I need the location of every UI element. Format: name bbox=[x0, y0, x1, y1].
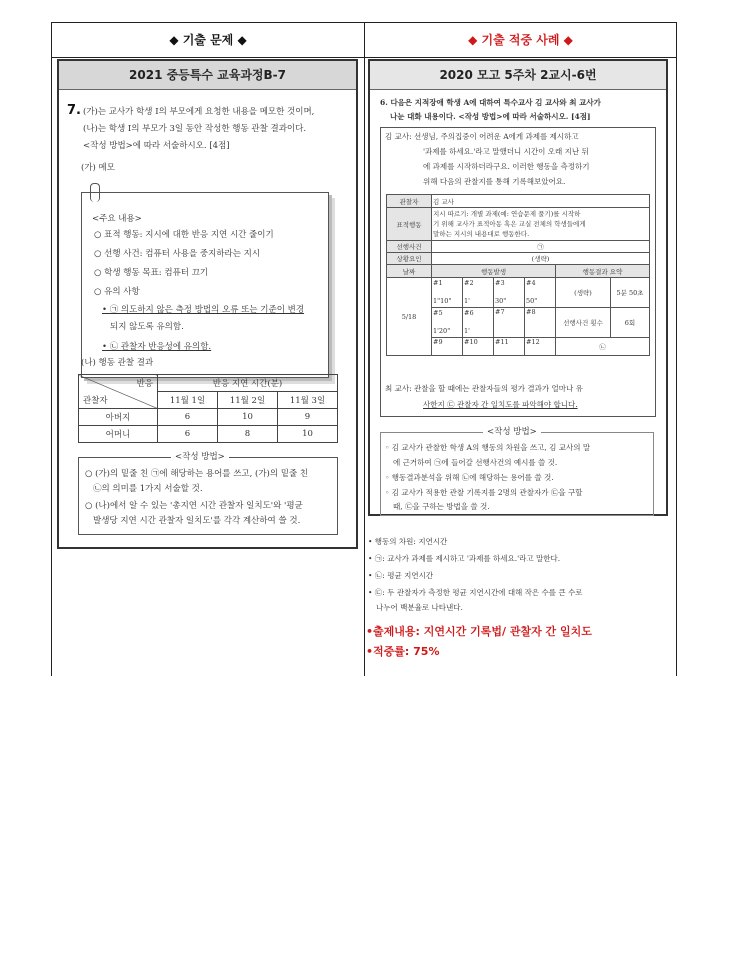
table-cell: 6 bbox=[158, 409, 218, 426]
trial-latency: 50" bbox=[526, 297, 538, 305]
right-panel-title: 2020 모고 5주차 2교시-6번 bbox=[370, 61, 666, 90]
table-cell: 8 bbox=[218, 426, 278, 443]
memo-item: ○ 학생 행동 목표: 컴퓨터 끄기 bbox=[94, 268, 209, 278]
trial-latency: 1' bbox=[464, 327, 470, 335]
table-corner bbox=[79, 375, 158, 409]
table-row bbox=[79, 409, 338, 426]
observation-label: (나) 행동 관찰 결과 bbox=[81, 358, 154, 368]
summary-key: 선행사건 횟수 bbox=[556, 308, 611, 338]
summary-blank: ㉡ bbox=[556, 338, 650, 356]
question-line: 나눈 대화 내용이다. <작성 방법>에 따라 서술하시오. [4점] bbox=[390, 112, 591, 121]
antecedent-value: ㉠ bbox=[432, 241, 650, 253]
trial-no: #4 bbox=[526, 279, 536, 287]
table-row bbox=[79, 426, 338, 443]
summary-value: 6회 bbox=[611, 308, 650, 338]
occurrence-cell: #7 bbox=[494, 308, 525, 338]
dialog-line: 김 교사: 선생님, 주의집중이 어려운 A에게 과제를 제시하고 bbox=[385, 132, 579, 141]
occurrence-label: 행동발생 bbox=[432, 265, 556, 278]
trial-no: #5 bbox=[433, 309, 443, 317]
exam-content-highlight: •출제내용: 지연시간 기록법/ 관찰자 간 일치도 bbox=[366, 625, 592, 638]
date-value: 5/18 bbox=[387, 278, 432, 356]
observation-table bbox=[78, 374, 338, 443]
trial-no: #6 bbox=[464, 309, 474, 317]
memo-item: ○ 표적 행동: 지시에 대한 반응 지연 시간 줄이기 bbox=[94, 230, 274, 240]
left-method-box bbox=[78, 452, 338, 535]
header-right: ◆ 기출 적중 사례 ◆ bbox=[468, 33, 573, 47]
observer-name: 어머니 bbox=[79, 426, 158, 443]
memo-item: ○ 선행 사건: 컴퓨터 사용을 중지하라는 지시 bbox=[94, 249, 261, 259]
occurrence-cell bbox=[432, 308, 463, 338]
dialog-line: 위해 다음의 관찰지를 통해 기록해보았어요. bbox=[423, 177, 566, 186]
question-number: 7. bbox=[67, 103, 81, 118]
answer-line: • 행동의 차원: 지연시간 bbox=[368, 537, 448, 546]
method-label: <작성 방법> bbox=[171, 450, 229, 462]
column-separator bbox=[364, 23, 365, 676]
memo-heading: <주요 내용> bbox=[92, 214, 142, 224]
setting-value: (생략) bbox=[432, 253, 650, 265]
left-panel-title: 2021 중등특수 교육과정B-7 bbox=[59, 61, 356, 90]
memo-sub-item: • ㉠ 의도하지 않은 측정 방법의 오류 또는 기준이 변경 bbox=[102, 305, 305, 315]
answer-line: • ㉡: 평균 지연시간 bbox=[368, 571, 434, 580]
answer-line: • ㉢: 두 관찰자가 측정한 평균 지연시간에 대해 작은 수를 큰 수로 bbox=[368, 588, 583, 597]
dialog-box bbox=[380, 127, 656, 417]
table-cell: 6 bbox=[158, 426, 218, 443]
group-header: 반응 지연 시간(분) bbox=[158, 375, 338, 392]
observer-value: 김 교사 bbox=[432, 195, 650, 208]
summary-value: 5분 50초 bbox=[611, 278, 650, 308]
summary-label: 행동결과 요약 bbox=[556, 265, 650, 278]
occurrence-cell bbox=[432, 278, 463, 308]
table-cell: 10 bbox=[278, 426, 338, 443]
method-line: 에 근거하여 ㉠에 들어갈 선행사건의 예시를 쓸 것. bbox=[393, 458, 558, 467]
occurrence-cell: #11 bbox=[494, 338, 525, 356]
observer-name: 아버지 bbox=[79, 409, 158, 426]
dialog-line: '과제를 하세요.'라고 말했더니 시간이 오래 지난 뒤 bbox=[423, 147, 589, 156]
method-label: <작성 방법> bbox=[483, 425, 541, 437]
right-method-box bbox=[380, 427, 654, 516]
question-line: (가)는 교사가 학생 I의 부모에게 요청한 내용을 메모한 것이며, bbox=[83, 107, 315, 117]
answer-line: • ㉠: 교사가 과제를 제시하고 '과제를 하세요.'라고 말한다. bbox=[368, 554, 561, 563]
occurrence-cell: #10 bbox=[463, 338, 494, 356]
antecedent-label: 선행사건 bbox=[387, 241, 432, 253]
hit-rate-highlight: •적중률: 75% bbox=[366, 645, 440, 658]
question-line: <작성 방법>에 따라 서술하시오. [4점] bbox=[83, 141, 230, 151]
target-line: 말하는 지시의 내용대로 행동한다. bbox=[433, 230, 530, 238]
header-row bbox=[52, 23, 676, 58]
trial-no: #1 bbox=[433, 279, 443, 287]
trial-latency: 30" bbox=[495, 297, 507, 305]
trial-latency: 1'20" bbox=[433, 327, 451, 335]
occurrence-cell bbox=[463, 278, 494, 308]
method-line: ◦ 김 교사가 적용한 관찰 기록지를 2명의 관찰자가 ㉢을 구할 bbox=[385, 488, 583, 497]
memo-sub-item: • ㉡ 관찰자 반응성에 유의함. bbox=[102, 342, 212, 352]
header-left: ◆ 기출 문제 ◆ bbox=[169, 33, 247, 47]
trial-no: #2 bbox=[464, 279, 474, 287]
method-line: ㉡의 의미를 1가지 서술할 것. bbox=[93, 484, 203, 494]
trial-no: #3 bbox=[495, 279, 505, 287]
target-line: 기 위해 교사가 표적아동 혹은 교실 전체의 학생들에게 bbox=[433, 220, 586, 228]
table-cell: 9 bbox=[278, 409, 338, 426]
occurrence-cell bbox=[525, 278, 556, 308]
memo-card bbox=[81, 192, 329, 378]
occurrence-cell: #8 bbox=[525, 308, 556, 338]
paperclip-icon bbox=[90, 183, 100, 202]
right-case-panel bbox=[368, 59, 668, 516]
target-line: 지시 따르기: 개별 과제(예: 연습문제 풀기)를 시작하 bbox=[433, 210, 581, 218]
corner-top: 반응 bbox=[136, 379, 153, 389]
date-label: 날짜 bbox=[387, 265, 432, 278]
observer-label: 관찰자 bbox=[387, 195, 432, 208]
corner-bottom: 관찰자 bbox=[83, 396, 108, 406]
choi-line: 최 교사: 관찰을 할 때에는 관찰자들의 평가 결과가 얼마나 유 bbox=[385, 384, 583, 393]
method-line: ○ (가)의 밑줄 친 ㉠에 해당하는 용어를 쓰고, (가)의 밑줄 친 bbox=[85, 469, 309, 479]
answer-line: 나누어 백분율로 나타낸다. bbox=[376, 603, 463, 612]
memo-sub-item: 되지 않도록 유의함. bbox=[110, 322, 184, 332]
choi-line: 사한지 ㉢ 관찰자 간 일치도를 파악해야 합니다. bbox=[423, 400, 578, 409]
day-header: 11월 3일 bbox=[278, 392, 338, 409]
left-question-panel bbox=[57, 59, 358, 549]
summary-key: (생략) bbox=[556, 278, 611, 308]
occurrence-cell: #12 bbox=[525, 338, 556, 356]
day-header: 11월 2일 bbox=[218, 392, 278, 409]
method-line: ○ (나)에서 알 수 있는 '총지연 시간 관찰자 일치도'와 '평균 bbox=[85, 501, 303, 511]
dialog-line: 에 과제를 시작하더라구요. 이러한 행동을 측정하기 bbox=[423, 162, 590, 171]
method-line: ◦ 김 교사가 관찰한 학생 A의 행동의 차원을 쓰고, 김 교사의 말 bbox=[385, 443, 591, 452]
method-line: 때, ㉢을 구하는 방법을 쓸 것. bbox=[393, 502, 490, 511]
day-header: 11월 1일 bbox=[158, 392, 218, 409]
target-value bbox=[432, 208, 650, 241]
observation-record-table bbox=[386, 194, 650, 356]
memo-label: (가) 메모 bbox=[81, 163, 115, 173]
trial-latency: 1' bbox=[464, 297, 470, 305]
setting-label: 상황요인 bbox=[387, 253, 432, 265]
occurrence-cell: #9 bbox=[432, 338, 463, 356]
method-line: ◦ 행동결과분석을 위해 ㉡에 해당하는 용어를 쓸 것. bbox=[385, 473, 554, 482]
method-line: 발생당 지연 시간 관찰자 일치도'를 각각 계산하여 쓸 것. bbox=[93, 516, 301, 526]
occurrence-cell bbox=[463, 308, 494, 338]
memo-item: ○ 유의 사항 bbox=[94, 287, 140, 297]
table-cell: 10 bbox=[218, 409, 278, 426]
question-line: (나)는 학생 I의 부모가 3일 동안 작성한 행동 관찰 결과이다. bbox=[83, 124, 307, 134]
target-label: 표적행동 bbox=[387, 208, 432, 241]
occurrence-cell bbox=[494, 278, 525, 308]
trial-latency: 1"10" bbox=[433, 297, 452, 305]
question-line: 6. 다음은 지적장애 학생 A에 대하여 특수교사 김 교사와 최 교사가 bbox=[380, 98, 601, 107]
